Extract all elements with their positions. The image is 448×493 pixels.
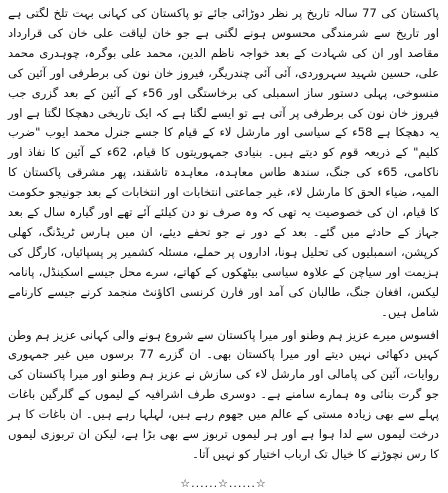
star-separator: ☆......☆......☆ (180, 476, 267, 490)
article-paragraph-1: پاکستان کی 77 سالہ تاریخ پر نظر دوڑائی جائے تو پاکستان کی کہانی بہت تلخ لگتی ہے اور تاریخ سے شرمندگی محسوس ہونے لگتی ہے جو خان لیاقت علی خان کی قرارداد مقاصد اور ان کی شہادت کے بعد خواجہ ناظم الدین، محمد علی بوگرہ، چوہدری محمد علی، حسین شہید سہروردی، آئی آئی چندریگر، فیروز خان نون کی برطرفی اور آئین کی منسوخی، پہلی دستور ساز اسمبلی کی برخاستگی اور 56ء کے آئین کے بعد گزری جب فیروز خان نون کی برطرفی پر آتی ہے تو ایسے لگتا ہے کہ ایک تاریخی دھچکا لگتا ہے اور یہ دھچکا ہے 58ء کے سیاسی اور مارشل لاء کے قیام کا جسے جنرل محمد ایوب "ضرب کلیم" کے ذریعہ قوم کو دیتے ہیں۔ بنیادی جمہوریتوں کا قیام، 62ء کے آئین کا نفاذ اور ناکامی، 65ء کی جنگ، سندھ طاس معاہدہ، معاہدہ تاشقند، پھر مشرقی پاکستان کا المیہ، ضیاء الحق کا مارشل لاء، غیر جماعتی انتخابات اور انتخابات کے بعد جونیجو حکومت کا قیام، ان کی خصوصیت یہ تھی کہ وہ صرف نو دن کیلئے آئے تھے اور گیارہ سال کے بعد جہاز کے حادثے میں گئے۔ بعد کے دور نے جو تحفے دیئے، ان میں ہارس ٹریڈنگ، کھلی کرپشن، اسمبلیوں کی تحلیل ہونا، اداروں پر حملے، مسئلہ کشمیر پر پسپائیاں، کارگل کی ہزیمت اور سیاچن کے علاوہ سیاسی بیٹھکوں کے کھاتے، سرے محل جیسے اسکینڈل، پانامہ لیکس، افغان جنگ، طالبان کی آمد اور فارن کرنسی اکاؤنٹ منجمد کرنے جیسے کارنامے شامل ہیں۔ (8, 6, 440, 319)
article-paragraph-2: افسوس میرے عزیز ہم وطنو اور میرا پاکستان سے شروع ہونے والی کہانی عزیز ہم وطن کہیں دکھائی نہیں دیتے اور میرا پاکستان بھی۔ ان گزرے 77 برسوں میں غیر جمہوری روایات، آئین کی پامالی اور مارشل لاء کی سازش نے عزیز ہم وطنو اور میرا پاکستان کی جو گرت بنائی وہ ہمارے سامنے ہے۔ دوسری طرف اشرافیہ کے لیموں کے گلرگین باغات پہلے سے بھی زیادہ مستی کے عالم میں جھوم رہے ہیں، لہلہا رہے ہیں۔ ان باغات کا ہر درخت لیموں سے لدا ہوا ہے اور ہر لیموں تربوز سے بھی بڑا ہے، لیکن ان تربوزی لیموں کا رس نچوڑنے کا خیال تک ارباب اختیار کو نہیں آتا۔ (8, 327, 440, 461)
